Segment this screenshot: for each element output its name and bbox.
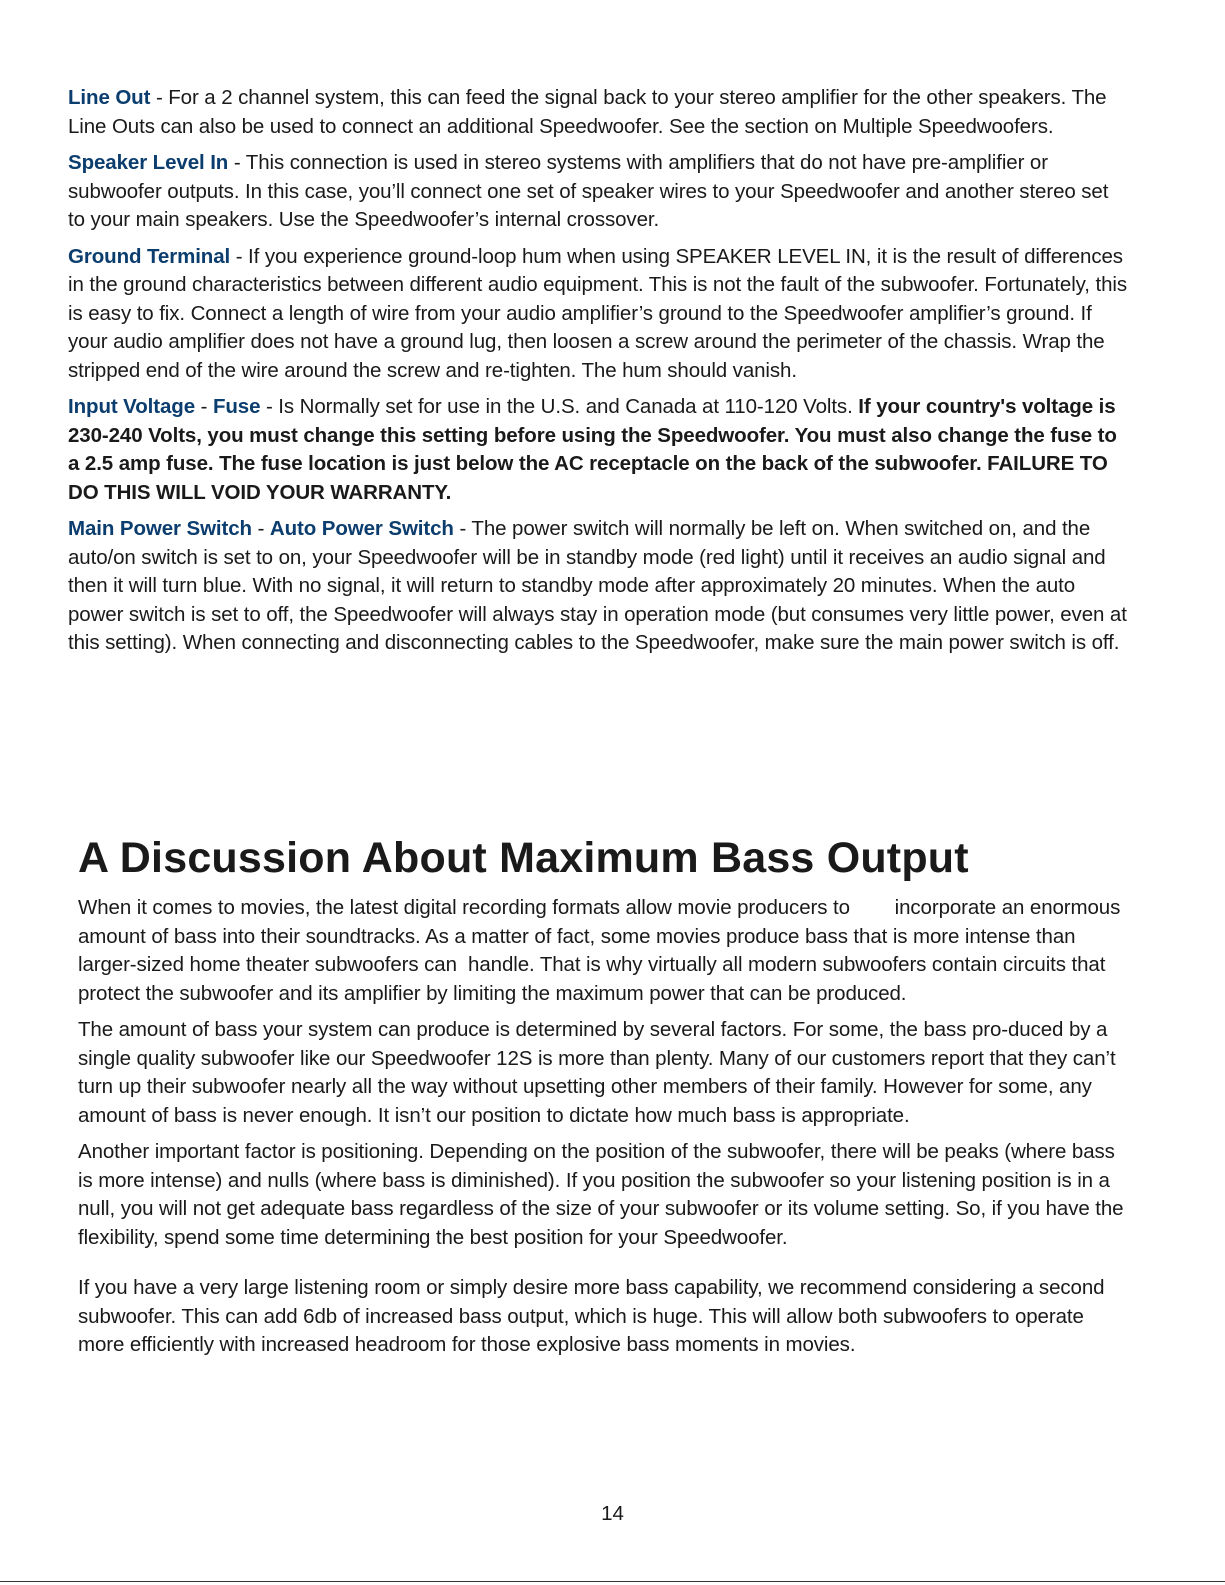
connections-section xyxy=(68,84,1130,666)
power-switch-separator: - xyxy=(251,517,270,540)
fuse-term: Fuse xyxy=(212,395,261,418)
speaker-level-in-description: - This connection is used in stereo systems with amplifiers that do not have pre-amplifier or subwoofer outputs. In this case, you’ll connect one set of speaker wires to your Speedwoofer and another stereo set to your main speakers. Use the Speedwoofer’s internal crossover. xyxy=(68,151,1109,231)
input-voltage-separator: - xyxy=(195,395,213,418)
line-out-entry xyxy=(68,84,1130,141)
discussion-paragraph-2: The amount of bass your system can produce is determined by several factors. For some, the bass pro-duced by a single quality subwoofer like our Speedwoofer 12S is more than plenty. Many of our customers report that they can’t turn up their subwoofer nearly all the way without upsetting other members of their family. However for some, any amount of bass is never enough. It isn’t our position to dictate how much bass is appropriate. xyxy=(78,1018,1116,1127)
voltage-warning: If your country's voltage is 230-240 Volts, you must change this setting before using the Speedwoofer. You must also change the fuse to a 2.5 amp fuse. The fuse location is just below the AC receptacle on the back of the subwoofer. FAILURE TO DO THIS WILL VOID YOUR WARRANTY. xyxy=(68,395,1117,504)
ground-terminal-term: Ground Terminal xyxy=(68,244,231,268)
line-out-description: - For a 2 channel system, this can feed the signal back to your stereo amplifier for the other speakers. The Line Outs can also be used to connect an additional Speedwoofer. See the section on Multiple Speedwoofers. xyxy=(68,86,1107,138)
power-switch-entry xyxy=(68,515,1130,658)
bottom-divider xyxy=(0,1581,1225,1582)
discussion-paragraph-4: If you have a very large listening room or simply desire more bass capability, we recommend considering a second subwoofer. This can add 6db of increased bass output, which is huge. This will allow both subwoofers to operate more efficiently with increased headroom for those explosive bass moments in movies. xyxy=(78,1276,1105,1356)
auto-power-switch-term: Auto Power Switch xyxy=(269,517,454,540)
input-voltage-fuse-entry xyxy=(68,393,1130,507)
power-switch-description: - The power switch will normally be left on. When switched on, and the auto/on switch is set to on, your Speedwoofer will be in standby mode (red light) until it receives an audio signal and then it will turn blue. With no signal, it will return to standby mode after approximately 20 minutes. When the auto power switch is set to off, the Speedwoofer will always stay in operation mode (but consumes very little power, even at this setting). When connecting and disconnecting cables to the Speedwoofer, make sure the main power switch is off. xyxy=(68,517,1127,654)
main-power-switch-term: Main Power Switch xyxy=(68,517,252,540)
page-number: 14 xyxy=(601,1502,624,1525)
ground-terminal-entry xyxy=(68,243,1130,386)
ground-terminal-description: - If you experience ground-loop hum when using SPEAKER LEVEL IN, it is the result of differences in the ground characteristics between different audio equipment. This is not the fault of the subwoofer. Fortunately, this is easy to fix. Connect a length of wire from your audio amplifier’s ground to the Speedwoofer amplifier’s ground. If your audio amplifier does not have a ground lug, then loosen a screw around the perimeter of the chassis. Wrap the stripped end of the wire around the screw and re-tighten. The hum should vanish. xyxy=(68,244,1127,382)
speaker-level-in-term: Speaker Level In xyxy=(68,151,229,174)
input-voltage-description: - Is Normally set for use in the U.S. and Canada at 110-120 Volts. xyxy=(260,395,859,418)
line-out-term: Line Out xyxy=(68,86,151,109)
speaker-level-in-entry xyxy=(68,149,1130,235)
input-voltage-term: Input Voltage xyxy=(68,395,196,418)
discussion-body xyxy=(78,894,1133,1368)
discussion-heading: A Discussion About Maximum Bass Output xyxy=(78,834,969,882)
discussion-paragraph-1: When it comes to movies, the latest digital recording formats allow movie producers to incorporate an enormous amount of bass into their soundtracks. As a matter of fact, some movies produce bass that is more intense than larger-sized home theater subwoofers can handle. That is why virtually all modern subwoofers contain circuits that protect the subwoofer and its amplifier by limiting the maximum power that can be produced. xyxy=(78,896,1126,1005)
discussion-paragraph-3: Another important factor is positioning. Depending on the position of the subwoofer, there will be peaks (where bass is more intense) and nulls (where bass is diminished). If you position the subwoofer so your listening position is in a null, you will not get adequate bass regardless of the size of your subwoofer or its volume setting. So, if you have the flexibility, spend some time determining the best position for your Speedwoofer. xyxy=(78,1140,1124,1249)
